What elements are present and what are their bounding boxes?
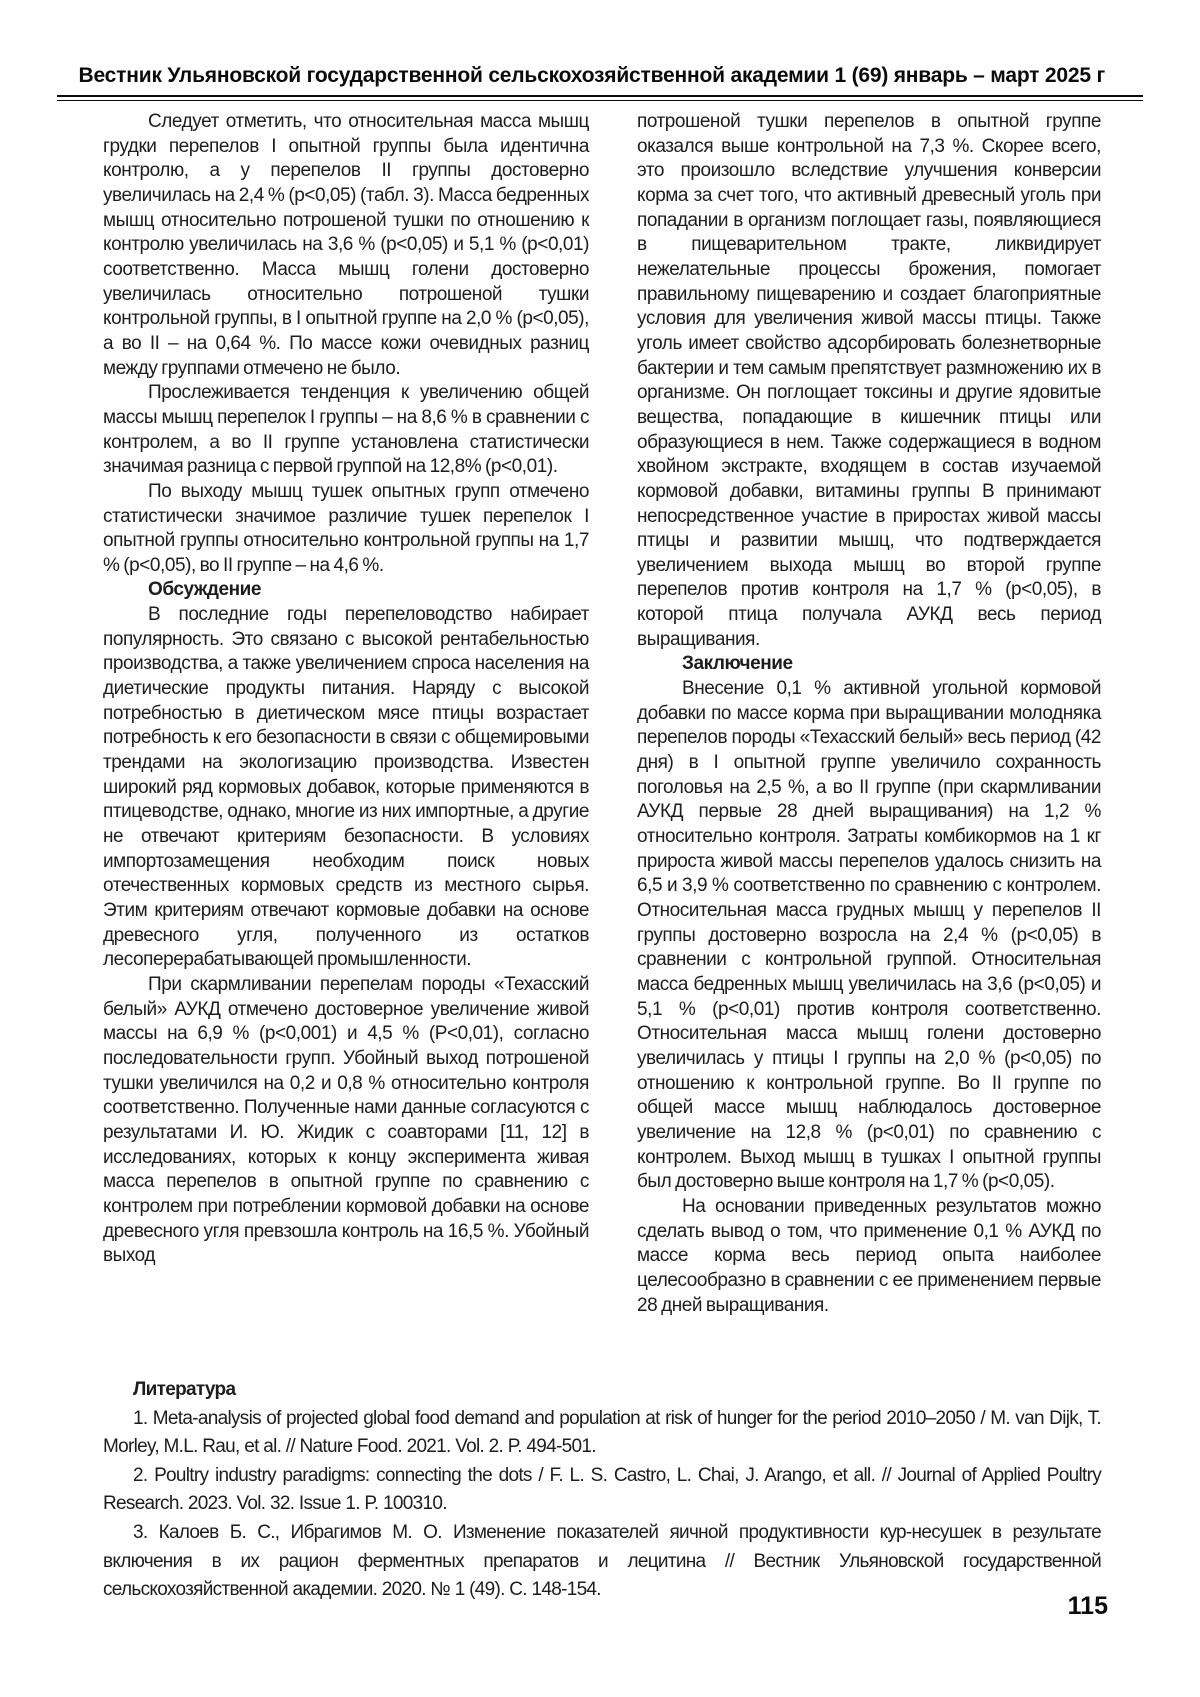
literature-item-2: 2. Poultry industry paradigms: connecting the dots / F. L. S. Castro, L. Chai, J. Arango, et all. // Journal of Applied Poultry Research. 2023. Vol. 32. Issue 1. P. 100310.: [103, 1464, 1101, 1515]
section-heading-discussion: Обсуждение: [148, 579, 261, 601]
literature-item-1: 1. Meta-analysis of projected global food demand and population at risk of hunger for the period 2010–2050 / M. van Dijk, T. Morley, M.L. Rau, et al. // Nature Food. 2021. Vol. 2. P. 494-501.: [103, 1407, 1101, 1458]
page-number: 115: [1067, 1592, 1108, 1620]
paragraph-discussion-continuation: потрошеной тушки перепелов в опытной группе оказался выше контрольной на 7,3 %. Скорее всего, это произошло вследствие улучшения конверсии корма за счет того, что активный древесный уголь при попадании в организм поглощает газы, появляющиеся в пищеварительном тракте, ликвидирует нежелательные процессы брожения, помогает правильному пищеварению и создает благоприятные условия для увеличения живой массы птицы. Также уголь имеет свойство адсорбировать болезнетворные бактерии и тем самым препятствует размножению их в организме. Он поглощает токсины и другие ядовитые вещества, попадающие в кишечник птицы или образующиеся в нем. Также содержащиеся в водном хвойном экстракте, входящем в состав изучаемой кормовой добавки, витамины группы В принимают непосредственное участие в приростах живой массы птицы и развитии мышц, что подтверждается увеличением выхода мышц во второй группе перепелов против контроля на 1,7 % (p<0,05), в которой птица получала АУКД весь период выращивания.: [637, 111, 1101, 650]
literature-heading: Литература: [133, 1379, 236, 1400]
left-column: [103, 110, 589, 1269]
right-column: [637, 110, 1101, 1318]
paragraph-discussion-feeding: При скармливании перепелам породы «Техасский белый» АУКД отмечено достоверное увеличение живой массы на 6,9 % (p<0,001) и 4,5 % (P<0,01), согласно последовательности групп. Убойный выход потрошеной тушки увеличился на 0,2 и 0,8 % относительно контроля соответственно. Полученные нами данные согласуются с результатами И. Ю. Жидик с соавторами [11, 12] в исследованиях, которых к концу эксперимента живая масса перепелов в опытной группе по сравнению с контролем при потреблении кормовой добавки на основе древесного угля превзошла контроль на 16,5 %. Убойный выход: [103, 973, 589, 1267]
header-divider: [57, 95, 1143, 101]
two-column-body: [103, 110, 1101, 1318]
journal-header-title: Вестник Ульяновской государственной сельскохозяйственной академии 1 (69) январь – март 2025 г: [78, 64, 1105, 87]
paragraph-conclusion-summary: Внесение 0,1 % активной угольной кормовой добавки по массе корма при выращивании молодняка перепелов породы «Техасский белый» весь период (42 дня) в I опытной группе увеличило сохранность поголовья на 2,5 %, а во II группе (при скармливании АУКД первые 28 дней выращивания) на 1,2 % относительно контроля. Затраты комбикормов на 1 кг прироста живой массы перепелов удалось снизить на 6,5 и 3,9 % соответственно по сравнению с контролем. Относительная масса грудных мышц у перепелов II группы достоверно возросла на 2,4 % (p<0,05) в сравнении с контрольной группой. Относительная масса бедренных мышц увеличилась на 3,6 (p<0,05) и 5,1 % (p<0,01) против контроля соответственно. Относительная масса мышц голени достоверно увеличилась у птицы I группы на 2,0 % (p<0,05) по отношению к контрольной группе. Во II группе по общей массе мышц наблюдалось достоверное увеличение на 12,8 % (p<0,01) по сравнению с контролем. Выход мышц в тушках I опытной группы был достоверно выше контроля на 1,7 % (p<0,05).: [637, 678, 1101, 1193]
section-heading-conclusion: Заключение: [682, 653, 793, 675]
paragraph-results-muscle-mass: Следует отметить, что относительная масса мышц грудки перепелов I опытной группы была идентична контролю, а у перепелов II группы достоверно увеличилась на 2,4 % (p<0,05) (табл. 3). Масса бедренных мышц относительно потрошеной тушки по отношению к контролю увеличилась на 3,6 % (p<0,05) и 5,1 % (p<0,01) соответственно. Масса мышц голени достоверно увеличилась относительно потрошеной тушки контрольной группы, в I опытной группе на 2,0 % (p<0,05), а во II – на 0,64 %. По массе кожи очевидных разниц между группами отмечено не было.: [103, 111, 589, 379]
literature-item-3: 3. Калоев Б. С., Ибрагимов М. О. Изменение показателей яичной продуктивности кур-несушек в результате включения в их рацион ферментных препаратов и лецитина // Вестник Ульяновской государственной сельскохозяйственной академии. 2020. № 1 (49). С. 148-154.: [103, 1521, 1101, 1601]
paragraph-discussion-industry: В последние годы перепеловодство набирает популярность. Это связано с высокой рентабельностью производства, а также увеличением спроса населения на диетические продукты питания. Наряду с высокой потребностью в диетическом мясе птицы возрастает потребность к его безопасности в связи с общемировыми трендами на экологизацию производства. Известен широкий ряд кормовых добавок, которые применяются в птицеводстве, однако, многие из них импортные, а другие не отвечают критериям безопасности. В условиях импортозамещения необходим поиск новых отечественных кормовых средств из местного сырья. Этим критериям отвечают кормовые добавки на основе древесного угля, полученного из остатков лесоперерабатывающей промышленности.: [103, 604, 589, 971]
paragraph-muscle-yield: По выходу мышц тушек опытных групп отмечено статистически значимое различие тушек перепелок I опытной группы относительно контрольной группы на 1,7 % (p<0,05), во II группе – на 4,6 %.: [103, 480, 589, 576]
paragraph-total-muscle-trend: Прослеживается тенденция к увеличению общей массы мышц перепелок I группы – на 8,6 % в сравнении с контролем, а во II группе установлена статистически значимая разница с первой группой на 12,8% (p<0,01).: [103, 382, 589, 478]
paragraph-conclusion-recommendation: На основании приведенных результатов можно сделать вывод о том, что применение 0,1 % АУКД по массе корма весь период опыта наиболее целесообразно в сравнении с ее применением первые 28 дней выращивания.: [637, 1195, 1101, 1316]
literature-section: [103, 1376, 1101, 1605]
